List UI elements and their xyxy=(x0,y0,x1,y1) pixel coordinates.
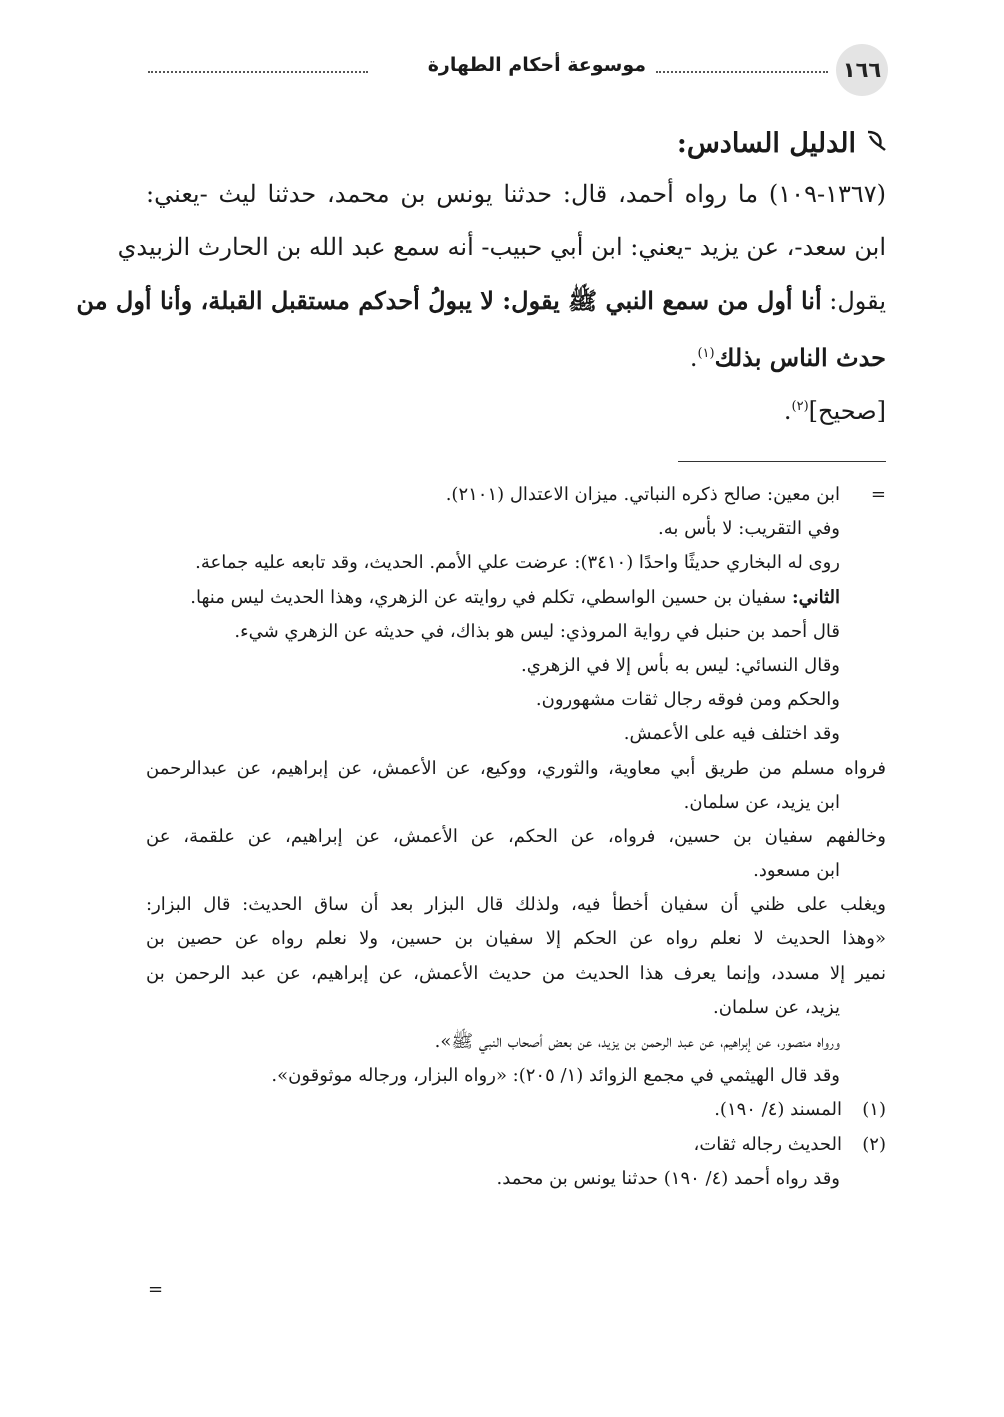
footnote-1-number: (١) xyxy=(862,1099,886,1121)
footnote-ref-1[interactable]: (١) xyxy=(697,346,715,361)
footnote-line: روى له البخاري حديثًا واحدًا (٣٤١٠): عرضت علي الأمم. الحديث، وقد تابعه عليه جماعة. xyxy=(195,552,840,574)
footnote-line: فرواه مسلم من طريق أبي معاوية، والثوري، ووكيع، عن الأعمش، عن إبراهيم، عن عبدالرحمن xyxy=(146,757,886,779)
page-number: ١٦٦ xyxy=(836,44,888,96)
footnote-line: نمير إلا مسدد، وإنما يعرف هذا الحديث من حديث الأعمش، عن إبراهيم، عن عبد الرحمن بن xyxy=(146,962,886,984)
grade-end: . xyxy=(783,397,792,425)
hadith-matn-part-2: حدث الناس بذلك xyxy=(714,343,886,372)
page-continuation-marker: = xyxy=(148,1279,164,1300)
footnotes xyxy=(146,478,886,1196)
footnote-line: ابن معين: صالح ذكره النباتي. ميزان الاعتدال (٢١٠١). xyxy=(445,484,840,505)
grade-line xyxy=(146,380,886,433)
footnote-ref-2[interactable]: (٢) xyxy=(791,399,809,414)
leaf-ornament-icon xyxy=(864,120,886,168)
second-text: سفيان بن حسين الواسطي، تكلم في روايته عن الزهري، وهذا الحديث ليس منها. xyxy=(190,586,792,608)
heading-text: الدليل السادس: xyxy=(676,128,856,159)
footnote-line xyxy=(146,581,886,615)
hadith-line-1: (١٣٦٧-١٠٩) ما رواه أحمد، قال: حدثنا يونس بن محمد، حدثنا ليث -يعني: xyxy=(146,180,886,208)
footnote-line: وخالفهم سفيان بن حسين، فرواه، عن الحكم، عن الأعمش، عن إبراهيم، عن علقمة، عن xyxy=(146,825,886,847)
footnote-line: وقد اختلف فيه على الأعمش. xyxy=(623,723,840,745)
footnote-line: وفي التقريب: لا بأس به. xyxy=(657,518,840,540)
book-title: موسوعة أحكام الطهارة xyxy=(427,54,646,76)
hadith-line-2: ابن سعد-، عن يزيد -يعني: ابن أبي حبيب- أنه سمع عبد الله بن الحارث الزبيدي xyxy=(117,233,886,261)
header-dotted-rule-right xyxy=(656,71,828,73)
footnote-2-number: (٢) xyxy=(862,1133,886,1155)
second-label: الثاني: xyxy=(791,586,840,608)
page-header xyxy=(148,44,888,96)
hadith-line-4 xyxy=(146,327,886,380)
footnote-2-text: الحديث رجاله ثقات، xyxy=(693,1133,842,1155)
hadith-line-3-prefix: يقول: xyxy=(821,287,886,315)
header-dotted-rule-left xyxy=(148,71,368,73)
main-text xyxy=(76,120,886,433)
footnote-line: قال أحمد بن حنبل في رواية المروذي: ليس هو بذاك، في حديثه عن الزهري شيء. xyxy=(234,620,840,642)
hadith-matn-part-1: أنا أول من سمع النبي ﷺ يقول: لا يبولُ أحدكم مستقبل القبلة، وأنا أول من xyxy=(76,286,822,315)
section-heading xyxy=(146,120,886,168)
footnote-2-line-2: وقد رواه أحمد (٤/ ١٩٠) حدثنا يونس بن محمد. xyxy=(496,1167,840,1189)
footnote-line: يزيد، عن سلمان. xyxy=(713,996,840,1018)
footnote-line: ابن مسعود. xyxy=(753,860,840,882)
footnote-line: ورواه منصور، عن إبراهيم، عن عبد الرحمن بن يزيد، عن بعض أصحاب النبي ﷺ». xyxy=(434,1031,840,1052)
hadith-grade: [صحيح] xyxy=(808,397,886,425)
footnote-1 xyxy=(146,1093,886,1127)
footnote-2 xyxy=(146,1128,886,1162)
footnote-line: ابن يزيد، عن سلمان. xyxy=(683,791,840,813)
footnote-1-text: المسند (٤/ ١٩٠). xyxy=(714,1099,842,1121)
footnote-line: والحكم ومن فوقه رجال ثقات مشهورون. xyxy=(535,689,840,711)
footnote-line: «وهذا الحديث لا نعلم رواه عن الحكم إلا سفيان بن حسين، ولا نعلم رواه عن حصين بن xyxy=(146,928,886,950)
continuation-marker: = xyxy=(870,484,886,505)
line-4-end: . xyxy=(689,344,698,372)
footnote-line: وقال النسائي: ليس به بأس إلا في الزهري. xyxy=(521,654,840,676)
footnote-separator xyxy=(678,461,886,462)
hadith-line-3 xyxy=(76,274,886,327)
footnote-line: وقد قال الهيثمي في مجمع الزوائد (١/ ٢٠٥): «رواه البزار، ورجاله موثوقون». xyxy=(271,1065,840,1087)
footnote-line: ويغلب على ظني أن سفيان أخطأ فيه، ولذلك قال البزار بعد أن ساق الحديث: قال البزار: xyxy=(146,894,886,916)
